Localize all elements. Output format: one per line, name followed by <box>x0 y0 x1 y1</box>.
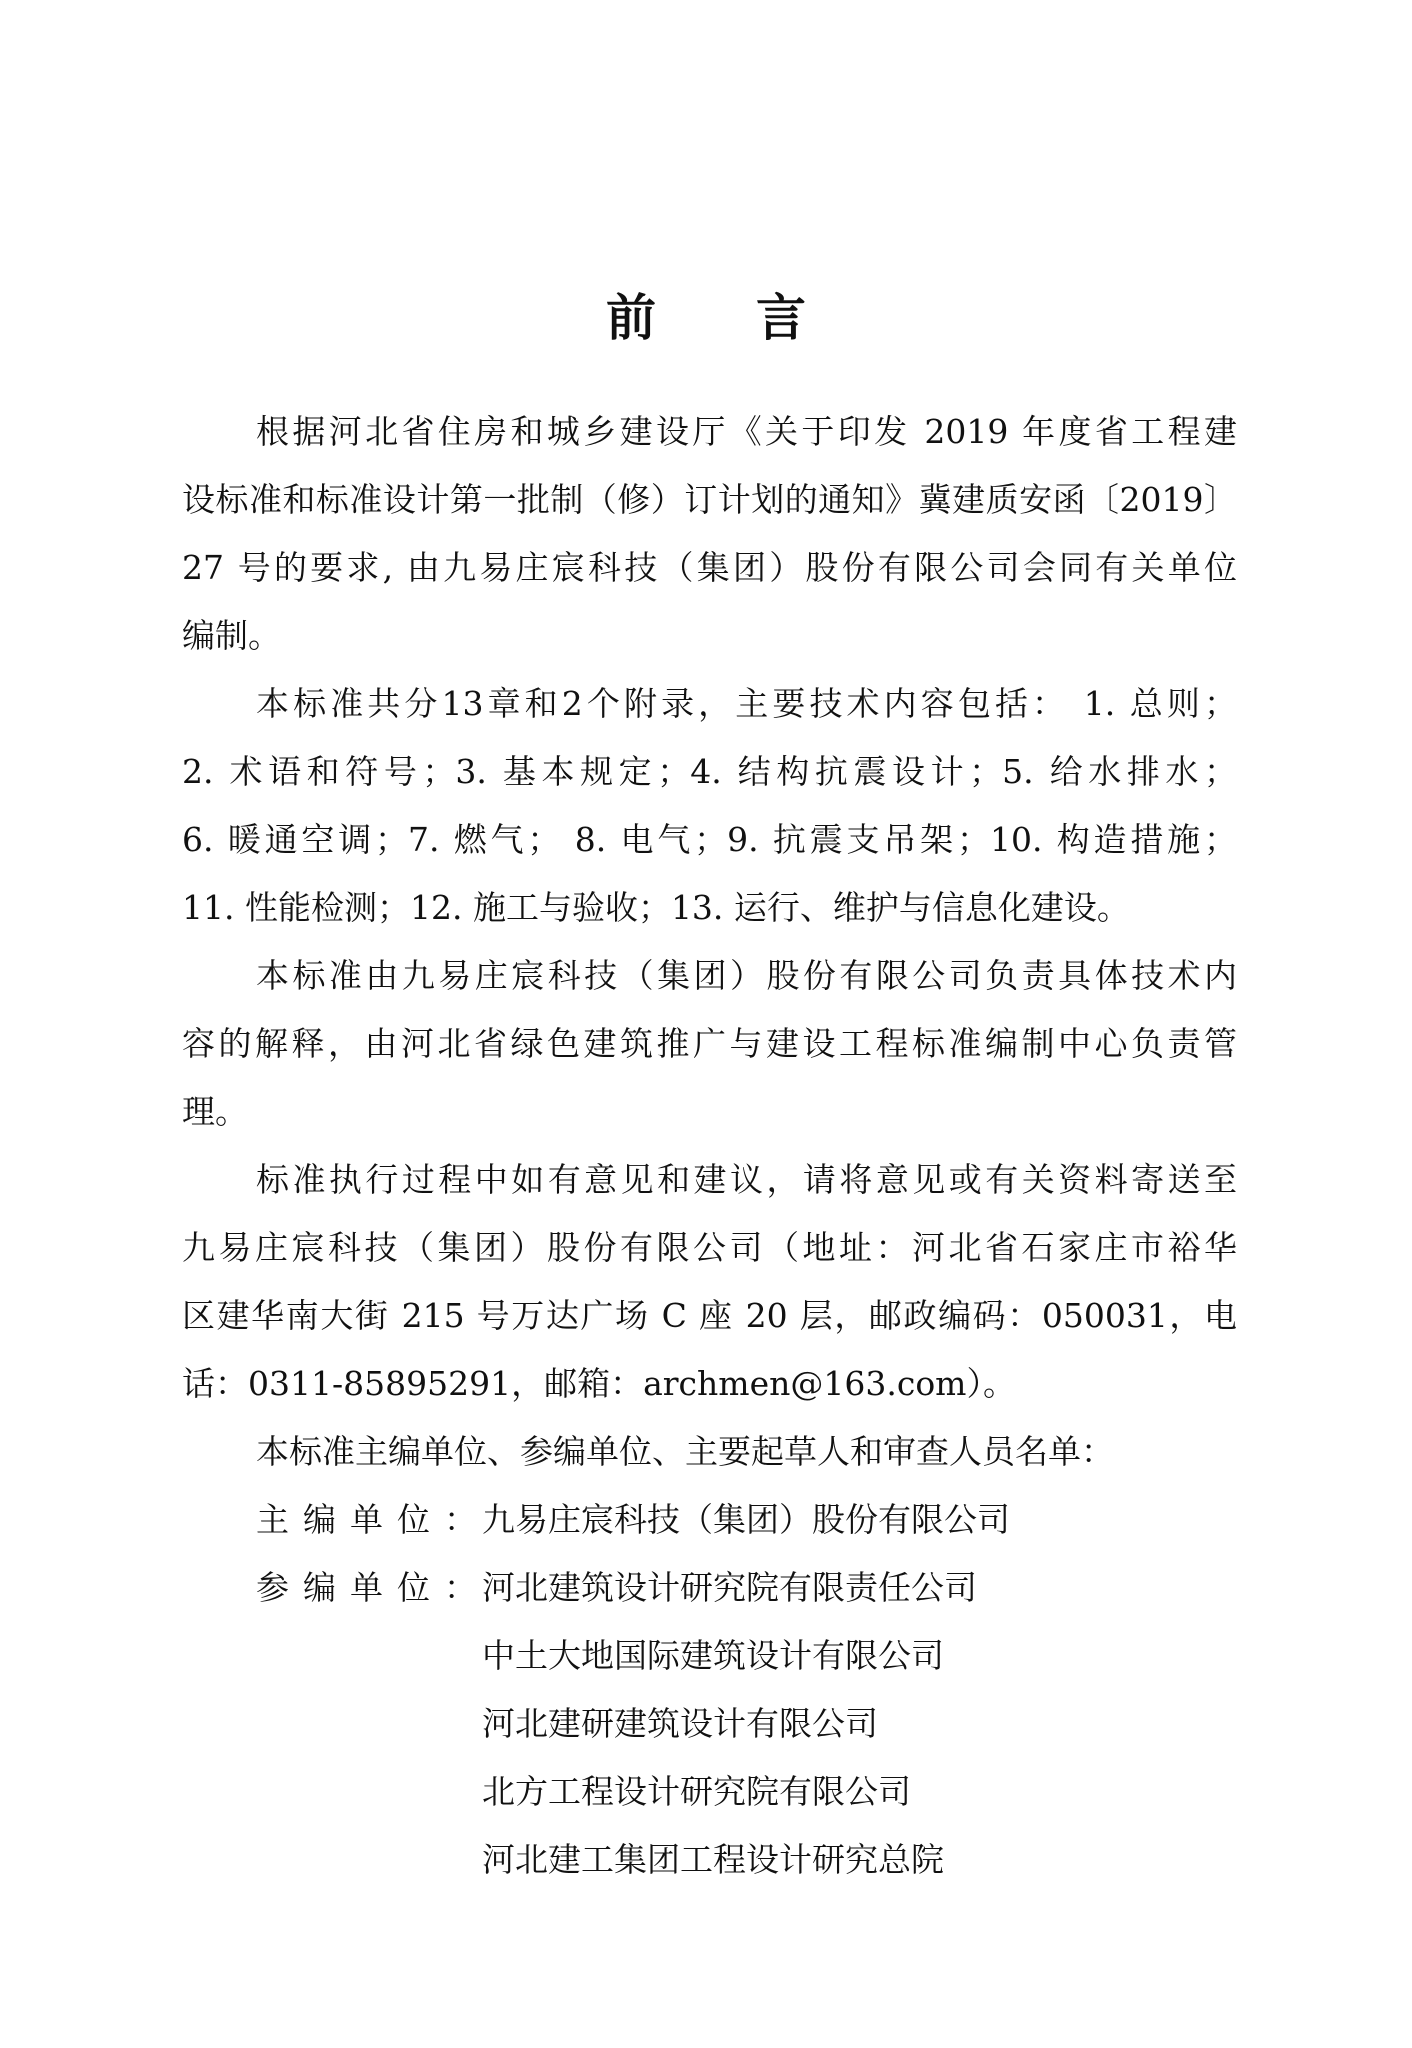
paragraph-line: 标准执行过程中如有意见和建议，请将意见或有关资料寄送至 <box>256 1160 1237 1199</box>
participating-unit-value: 河北建研建筑设计有限公司 <box>482 1704 878 1743</box>
paragraph-line: 27 号的要求, 由九易庄宸科技（集团）股份有限公司会同有关单位 <box>182 548 1237 587</box>
paragraph-line: 区建华南大街 215 号万达广场 C 座 20 层，邮政编码：050031，电 <box>182 1296 1237 1335</box>
paragraph-line: 九易庄宸科技（集团）股份有限公司（地址：河北省石家庄市裕华 <box>182 1228 1237 1267</box>
title-part-1: 前 <box>606 288 656 347</box>
paragraph-line: 本标准由九易庄宸科技（集团）股份有限公司负责具体技术内 <box>256 956 1237 995</box>
title-part-2: 言 <box>756 288 806 347</box>
paragraph-line: 设标准和标准设计第一批制（修）订计划的通知》冀建质安函〔2019〕 <box>182 480 1237 519</box>
paragraph-line: 话：0311-85895291，邮箱：archmen@163.com）。 <box>182 1364 1016 1403</box>
paragraph-line: 本标准共分13章和2个附录，主要技术内容包括： 1. 总则； <box>256 684 1237 723</box>
paragraph-line: 2. 术语和符号；3. 基本规定；4. 结构抗震设计；5. 给水排水； <box>182 752 1237 791</box>
chief-unit-label: 主编单位： <box>256 1500 491 1539</box>
paragraph-line: 11. 性能检测；12. 施工与验收；13. 运行、维护与信息化建设。 <box>182 888 1130 927</box>
paragraph-feedback <box>182 1146 1237 1418</box>
paragraph-line: 编制。 <box>182 616 281 655</box>
participating-unit-row <box>182 1554 1237 1622</box>
document-body <box>182 398 1237 1894</box>
participating-unit-value: 河北建工集团工程设计研究总院 <box>482 1840 944 1879</box>
paragraph-basis <box>182 398 1237 670</box>
participating-unit-value: 中土大地国际建筑设计有限公司 <box>482 1636 944 1675</box>
chief-unit-value: 九易庄宸科技（集团）股份有限公司 <box>482 1500 1010 1539</box>
chief-unit-row <box>182 1486 1237 1554</box>
paragraph-line: 本标准主编单位、参编单位、主要起草人和审查人员名单： <box>256 1432 1114 1471</box>
participating-unit-label: 参编单位： <box>256 1568 491 1607</box>
paragraph-line: 容的解释，由河北省绿色建筑推广与建设工程标准编制中心负责管 <box>182 1024 1237 1063</box>
participating-unit-value: 河北建筑设计研究院有限责任公司 <box>482 1568 977 1607</box>
paragraph-line: 理。 <box>182 1092 248 1131</box>
paragraph-contents <box>182 670 1237 942</box>
participating-unit-value: 北方工程设计研究院有限公司 <box>482 1772 911 1811</box>
paragraph-units-intro <box>182 1418 1237 1486</box>
paragraph-line: 根据河北省住房和城乡建设厅《关于印发 2019 年度省工程建 <box>256 412 1237 451</box>
paragraph-interpretation <box>182 942 1237 1146</box>
page-title <box>0 278 1412 350</box>
paragraph-line: 6. 暖通空调；7. 燃气； 8. 电气；9. 抗震支吊架；10. 构造措施； <box>182 820 1237 859</box>
